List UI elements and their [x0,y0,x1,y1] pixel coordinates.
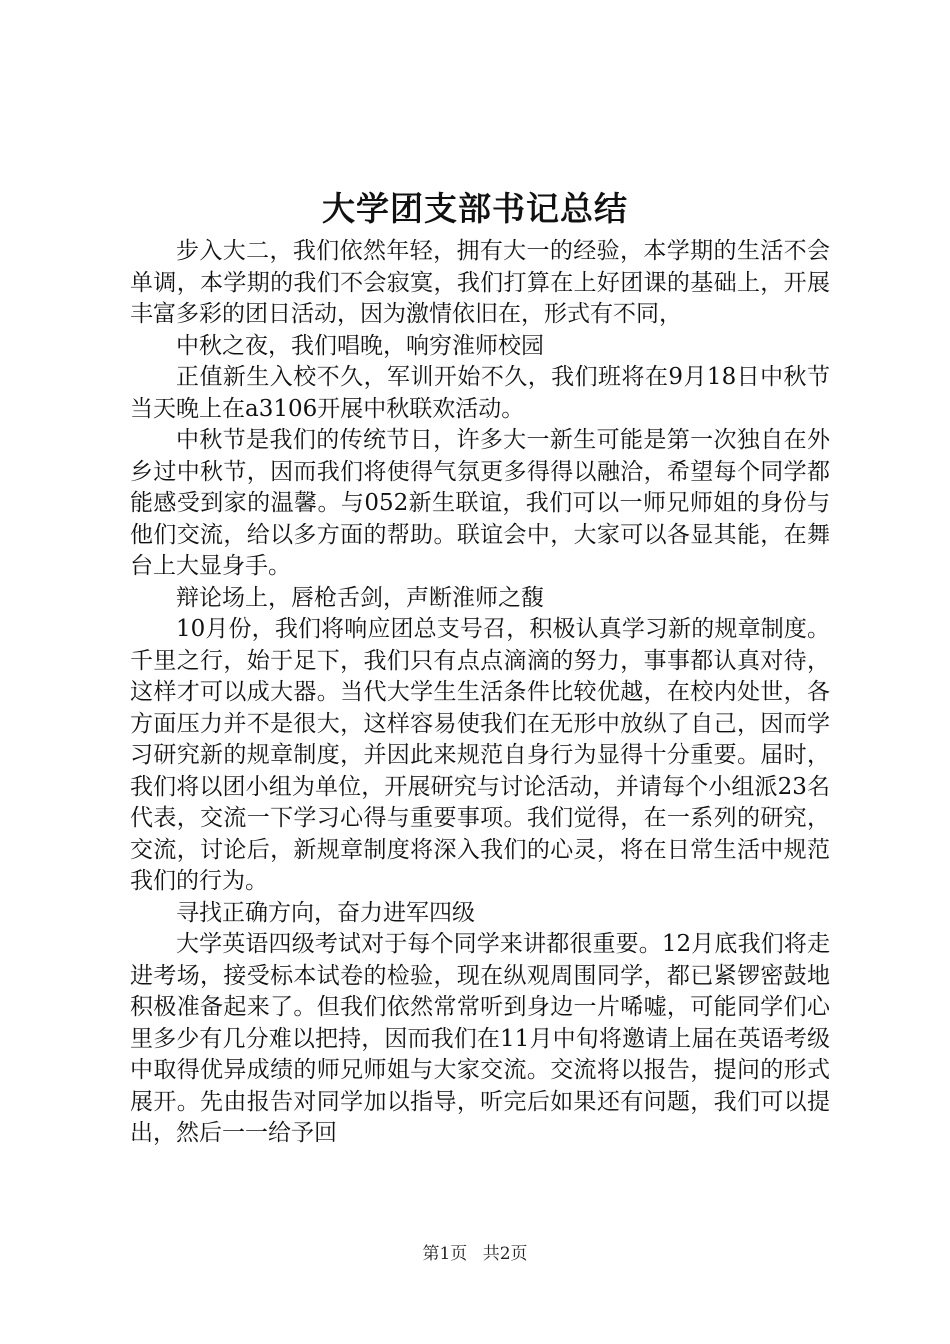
paragraph-mid-autumn-detail: 中秋节是我们的传统节日，许多大一新生可能是第一次独自在外乡过中秋节，因而我们将使得气氛更多得得以融洽，希望每个同学都能感受到家的温馨。与052新生联谊，我们可以一师兄师姐的身份与他们交流，给以多方面的帮助。联谊会中，大家可以各显其能，在舞台上大显身手。 [130,427,830,579]
page-footer [0,1243,950,1265]
section-heading-cet4: 寻找正确方向，奋力进军四级 [176,899,475,926]
paragraph-intro: 步入大二，我们依然年轻，拥有大一的经验，本学期的生活不会单调，本学期的我们不会寂寞，我们打算在上好团课的基础上，开展丰富多彩的团日活动，因为激情依旧在，形式有不同， [130,238,830,327]
page-total: 共2页 [482,1244,528,1264]
paragraph-cet4-detail: 大学英语四级考试对于每个同学来讲都很重要。12月底我们将走进考场，接受标本试卷的检验，现在纵观周围同学，都已紧锣密鼓地积极准备起来了。但我们依然常常听到身边一片唏嘘，可能同学们心里多少有几分难以把持，因而我们在11月中旬将邀请上届在英语考级中取得优异成绩的师兄师姐与大家交流。交流将以报告，提问的形式展开。先由报告对同学加以指导，听完后如果还有问题，我们可以提出，然后一一给予回 [130,931,830,1146]
document-body [130,236,830,1150]
document-title: 大学团支部书记总结 [322,189,628,228]
paragraph-mid-autumn-plan: 正值新生入校不久，军训开始不久，我们班将在9月18日中秋节当天晚上在a3106开展中秋联欢活动。 [130,364,830,422]
section-heading-mid-autumn: 中秋之夜，我们唱晚，响穷淮师校园 [176,332,544,359]
paragraph-debate-detail: 10月份，我们将响应团总支号召，积极认真学习新的规章制度。千里之行，始于足下，我们只有点点滴滴的努力，事事都认真对待，这样才可以成大器。当代大学生生活条件比较优越，在校内处世，各方面压力并不是很大，这样容易使我们在无形中放纵了自己，因而学习研究新的规章制度，并因此来规范自身行为显得十分重要。届时，我们将以团小组为单位，开展研究与讨论活动，并请每个小组派23名代表，交流一下学习心得与重要事项。我们觉得，在一系列的研究，交流，讨论后，新规章制度将深入我们的心灵，将在日常生活中规范我们的行为。 [130,616,830,894]
section-heading-debate: 辩论场上，唇枪舌剑，声断淮师之馥 [176,584,544,611]
page-number: 第1页 [422,1244,468,1264]
